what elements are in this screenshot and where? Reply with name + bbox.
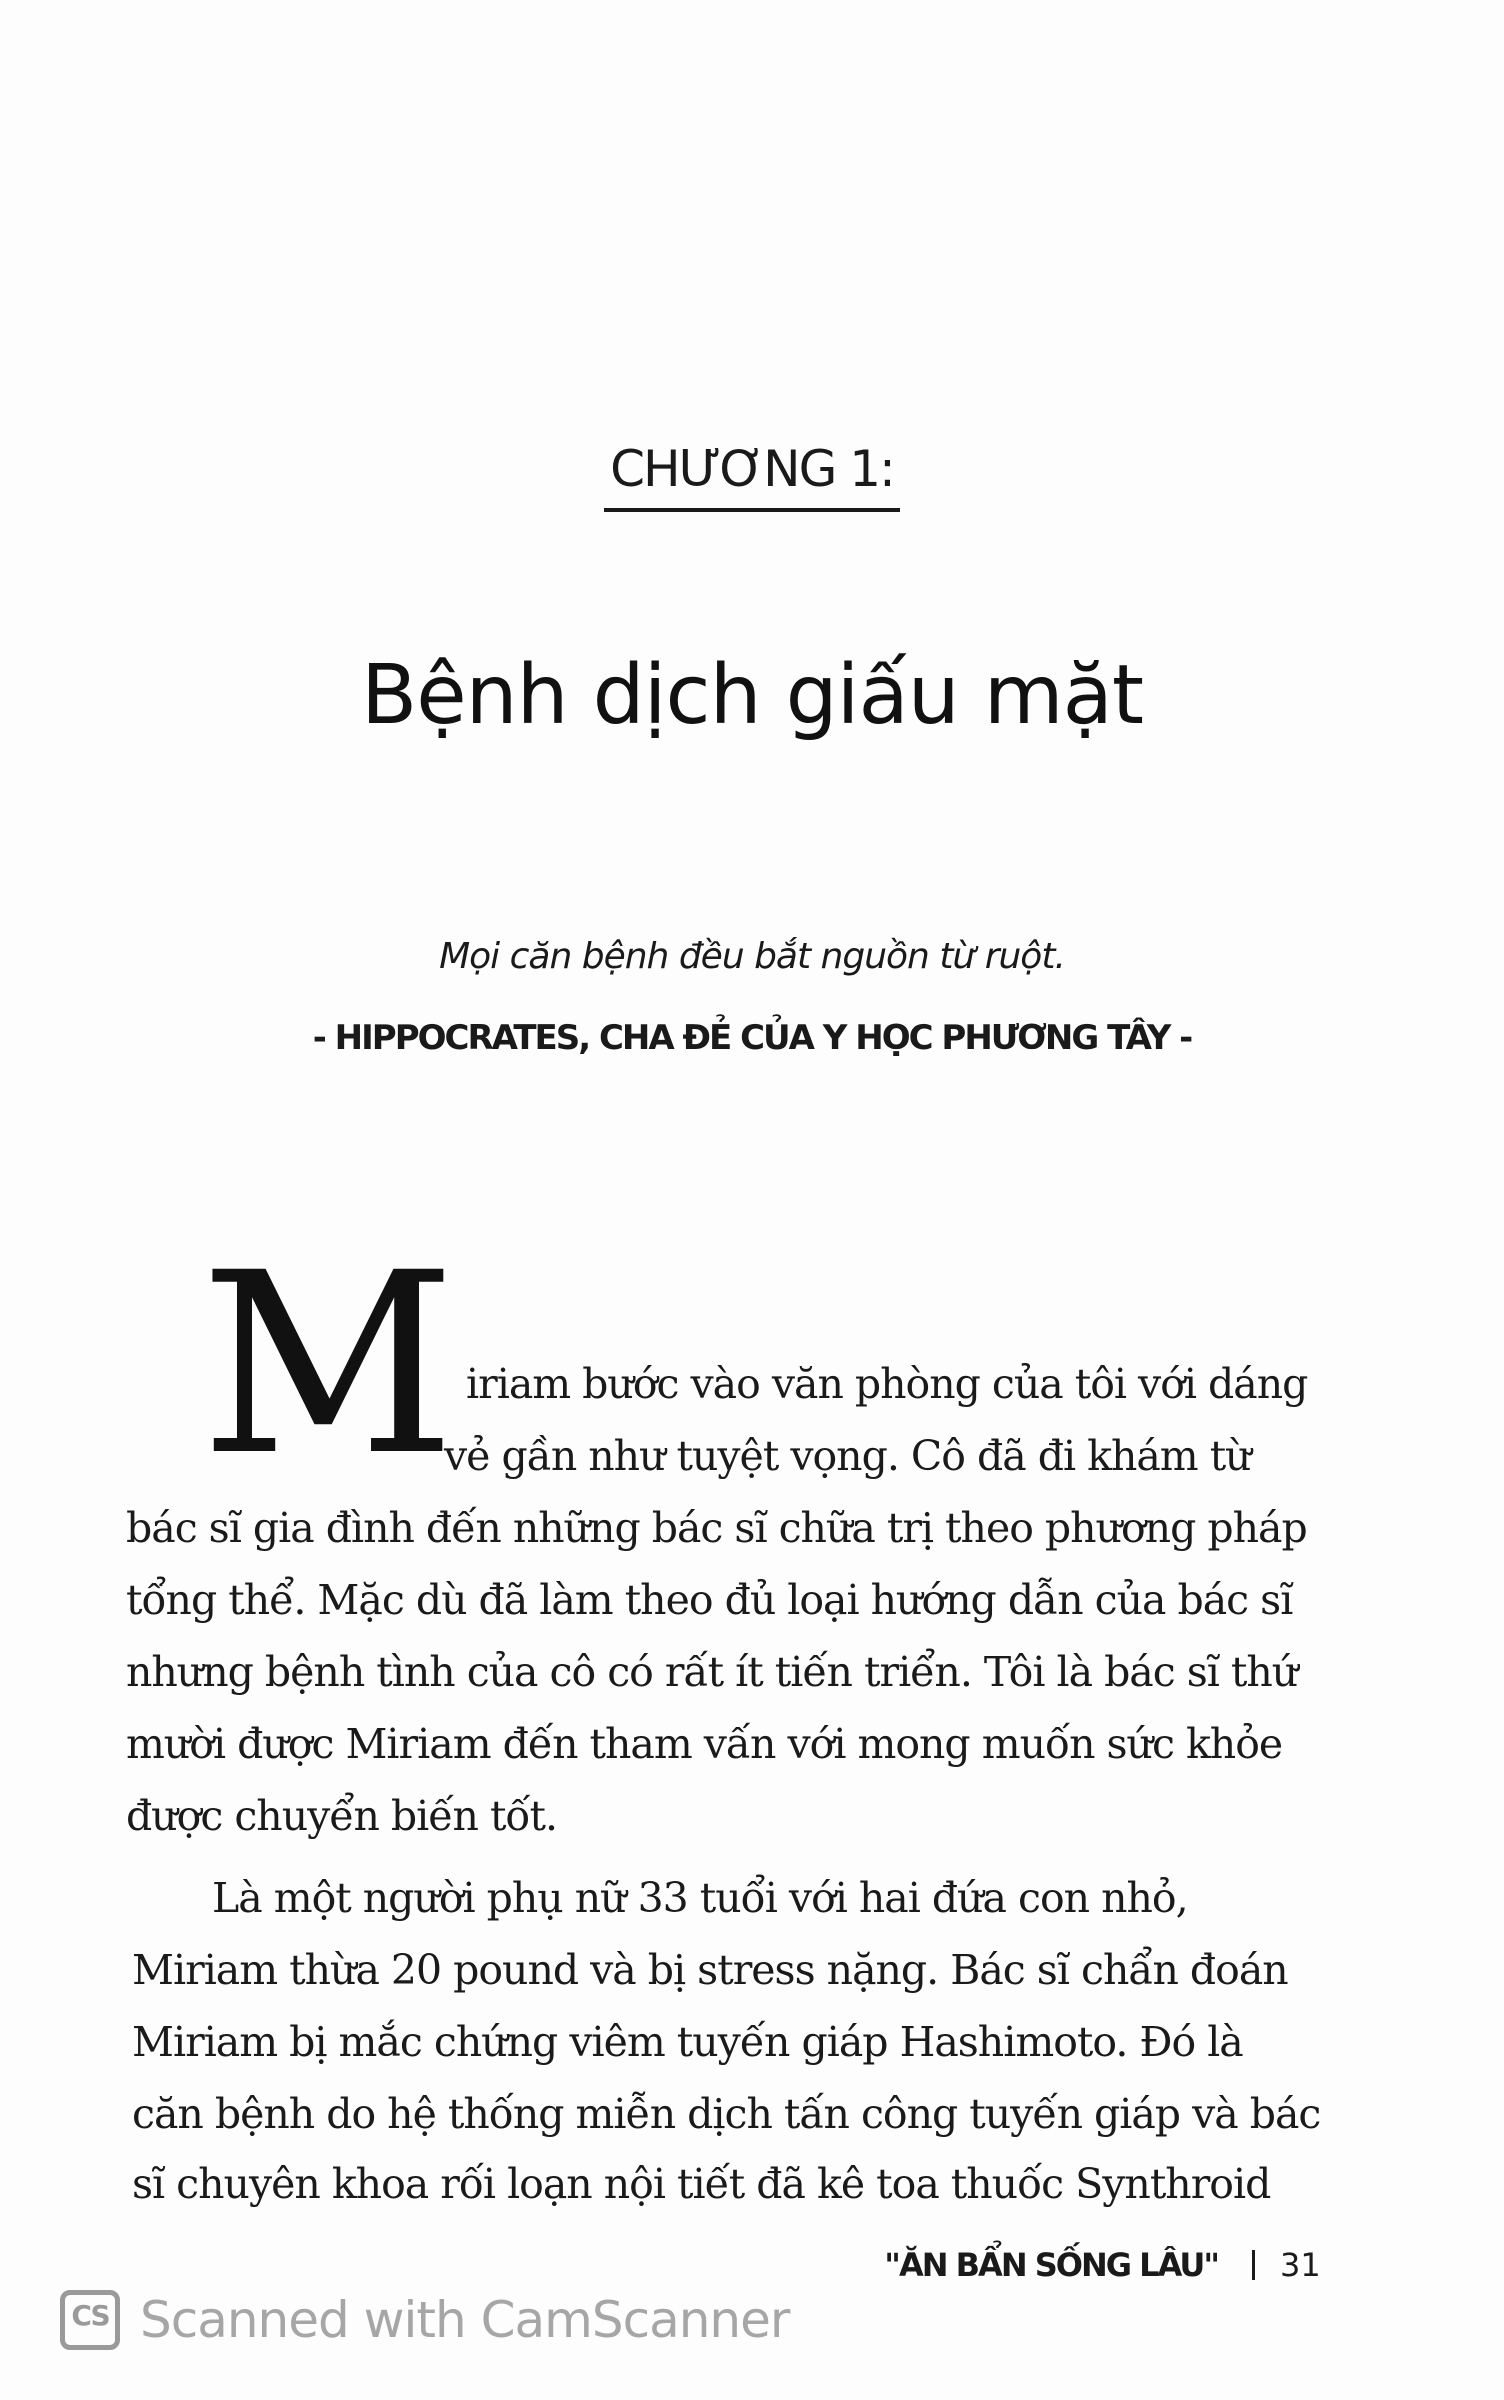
drop-cap: M [200,1219,456,1510]
scanner-watermark [60,2280,789,2360]
body-line: nhưng bệnh tình của cô có rất ít tiến triển. Tôi là bác sĩ thứ [126,1648,1298,1696]
epigraph-attribution: - HIPPOCRATES, CHA ĐẺ CỦA Y HỌC PHƯƠNG TÂY - [312,1018,1192,1058]
running-footer-title: "ĂN BẨN SỐNG LÂU" [884,2246,1218,2284]
body-line: Miriam thừa 20 pound và bị stress nặng. Bác sĩ chẩn đoán [132,1946,1288,1994]
watermark-text: Scanned with CamScanner [140,2291,790,2349]
chapter-label-text: CHƯƠNG 1: [604,440,900,512]
body-line: sĩ chuyên khoa rối loạn nội tiết đã kê toa thuốc Synthroid [132,2160,1271,2208]
body-line: Miriam bị mắc chứng viêm tuyến giáp Hashimoto. Đó là [132,2018,1243,2066]
body-line: vẻ gần như tuyệt vọng. Cô đã đi khám từ [444,1432,1251,1480]
body-line: bác sĩ gia đình đến những bác sĩ chữa trị theo phương pháp [126,1504,1307,1552]
epigraph-quote: Mọi căn bệnh đều bắt nguồn từ ruột. [439,936,1065,977]
body-line: căn bệnh do hệ thống miễn dịch tấn công tuyến giáp và bác [132,2090,1321,2138]
footer-separator [1252,2250,1255,2280]
body-line: Là một người phụ nữ 33 tuổi với hai đứa con nhỏ, [212,1874,1188,1922]
chapter-title: Bệnh dịch giấu mặt [360,648,1144,743]
camscanner-logo-icon: CS [60,2290,120,2350]
chapter-label [0,440,1504,512]
body-line: iriam bước vào văn phòng của tôi với dáng [466,1360,1308,1408]
body-line: mười được Miriam đến tham vấn với mong muốn sức khỏe [126,1720,1283,1768]
page-number: 31 [1280,2246,1321,2284]
body-line: được chuyển biến tốt. [126,1792,558,1840]
body-line: tổng thể. Mặc dù đã làm theo đủ loại hướng dẫn của bác sĩ [126,1576,1293,1624]
